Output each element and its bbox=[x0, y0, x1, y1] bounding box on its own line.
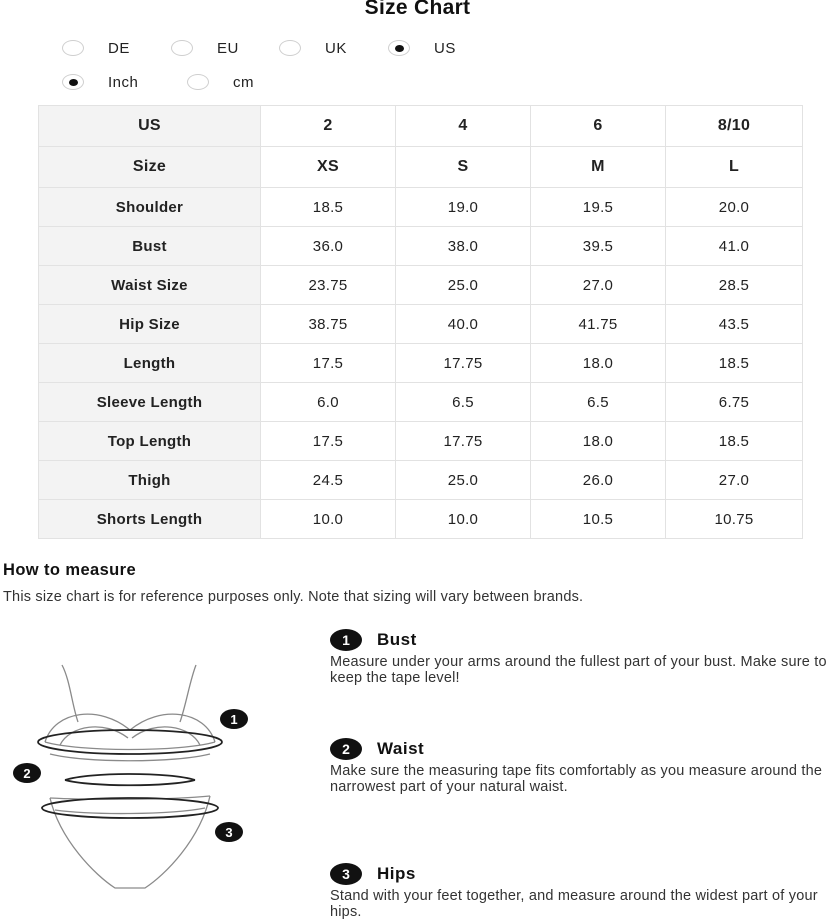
table-cell: 27.0 bbox=[531, 266, 666, 305]
table-row bbox=[39, 147, 803, 188]
step-number: 1 bbox=[330, 629, 362, 651]
table-cell: 38.75 bbox=[261, 305, 396, 344]
table-row bbox=[39, 266, 803, 305]
table-cell: XS bbox=[261, 147, 396, 188]
step-hips bbox=[330, 863, 835, 920]
radio-label: UK bbox=[325, 39, 347, 57]
table-cell: 38.0 bbox=[396, 227, 531, 266]
table-cell: S bbox=[396, 147, 531, 188]
row-header: Shorts Length bbox=[39, 500, 261, 539]
table-cell: 26.0 bbox=[531, 461, 666, 500]
table-row bbox=[39, 344, 803, 383]
radio-indicator[interactable] bbox=[171, 40, 193, 56]
row-header: Bust bbox=[39, 227, 261, 266]
step-waist bbox=[330, 738, 835, 795]
row-header: Waist Size bbox=[39, 266, 261, 305]
radio-label: cm bbox=[233, 73, 254, 91]
table-cell: 6.0 bbox=[261, 383, 396, 422]
marker-1: 1 bbox=[220, 709, 248, 729]
table-cell: 2 bbox=[261, 106, 396, 147]
table-cell: 20.0 bbox=[666, 188, 803, 227]
radio-eu[interactable] bbox=[171, 40, 279, 57]
table-cell: 43.5 bbox=[666, 305, 803, 344]
row-header: Top Length bbox=[39, 422, 261, 461]
table-row bbox=[39, 305, 803, 344]
table-row bbox=[39, 227, 803, 266]
region-selector bbox=[62, 36, 456, 60]
table-row bbox=[39, 461, 803, 500]
table-cell: 17.75 bbox=[396, 344, 531, 383]
row-header: Sleeve Length bbox=[39, 383, 261, 422]
table-cell: M bbox=[531, 147, 666, 188]
table-cell: 6.5 bbox=[396, 383, 531, 422]
table-cell: 18.5 bbox=[666, 422, 803, 461]
marker-3: 3 bbox=[215, 822, 243, 842]
table-cell: 25.0 bbox=[396, 266, 531, 305]
step-bust bbox=[330, 629, 835, 686]
radio-label: EU bbox=[217, 39, 239, 57]
radio-label: US bbox=[434, 39, 456, 57]
table-cell: 23.75 bbox=[261, 266, 396, 305]
how-to-measure-title: How to measure bbox=[3, 561, 137, 579]
step-description: Measure under your arms around the fullest part of your bust. Make sure to keep the tape level! bbox=[330, 654, 827, 686]
radio-indicator[interactable] bbox=[279, 40, 301, 56]
table-cell: 24.5 bbox=[261, 461, 396, 500]
table-cell: 18.5 bbox=[666, 344, 803, 383]
size-chart-table bbox=[38, 105, 803, 539]
table-cell: 17.75 bbox=[396, 422, 531, 461]
table-cell: 19.5 bbox=[531, 188, 666, 227]
table-cell: 36.0 bbox=[261, 227, 396, 266]
step-name: Hips bbox=[377, 864, 416, 883]
row-header: Size bbox=[39, 147, 261, 188]
row-header: Thigh bbox=[39, 461, 261, 500]
marker-2: 2 bbox=[13, 763, 41, 783]
table-cell: 39.5 bbox=[531, 227, 666, 266]
table-cell: 10.0 bbox=[261, 500, 396, 539]
bikini-illustration bbox=[0, 650, 260, 890]
table-cell: 6.5 bbox=[531, 383, 666, 422]
table-cell: 18.0 bbox=[531, 344, 666, 383]
radio-indicator[interactable] bbox=[62, 40, 84, 56]
disclaimer-text: This size chart is for reference purposes only. Note that sizing will vary between brands. bbox=[3, 589, 584, 605]
radio-label: DE bbox=[108, 39, 130, 57]
table-cell: 6.75 bbox=[666, 383, 803, 422]
table-cell: 6 bbox=[531, 106, 666, 147]
row-header: Hip Size bbox=[39, 305, 261, 344]
table-cell: 25.0 bbox=[396, 461, 531, 500]
table-cell: 41.75 bbox=[531, 305, 666, 344]
table-cell: 8/10 bbox=[666, 106, 803, 147]
table-row bbox=[39, 422, 803, 461]
radio-uk[interactable] bbox=[279, 40, 388, 57]
radio-indicator[interactable] bbox=[187, 74, 209, 90]
table-cell: 10.75 bbox=[666, 500, 803, 539]
step-description: Stand with your feet together, and measure around the widest part of your hips. bbox=[330, 888, 818, 920]
table-cell: 18.0 bbox=[531, 422, 666, 461]
step-description: Make sure the measuring tape fits comfortably as you measure around the narrowest part of your natural waist. bbox=[330, 763, 823, 795]
radio-inch[interactable] bbox=[62, 74, 187, 91]
table-cell: 10.5 bbox=[531, 500, 666, 539]
table-cell: 4 bbox=[396, 106, 531, 147]
table-cell: 19.0 bbox=[396, 188, 531, 227]
table-cell: 10.0 bbox=[396, 500, 531, 539]
radio-cm[interactable] bbox=[187, 74, 254, 91]
radio-indicator[interactable] bbox=[388, 40, 410, 56]
table-cell: 28.5 bbox=[666, 266, 803, 305]
table-row bbox=[39, 188, 803, 227]
radio-us[interactable] bbox=[388, 40, 456, 57]
table-cell: 40.0 bbox=[396, 305, 531, 344]
unit-selector bbox=[62, 70, 254, 94]
table-cell: 17.5 bbox=[261, 344, 396, 383]
step-number: 2 bbox=[330, 738, 362, 760]
page-title: Size Chart bbox=[364, 0, 471, 19]
row-header: Shoulder bbox=[39, 188, 261, 227]
step-name: Waist bbox=[377, 739, 425, 758]
table-cell: 17.5 bbox=[261, 422, 396, 461]
table-cell: L bbox=[666, 147, 803, 188]
radio-de[interactable] bbox=[62, 40, 171, 57]
radio-label: Inch bbox=[108, 73, 139, 91]
table-row bbox=[39, 383, 803, 422]
table-row bbox=[39, 500, 803, 539]
table-cell: 27.0 bbox=[666, 461, 803, 500]
step-number: 3 bbox=[330, 863, 362, 885]
row-header: US bbox=[39, 106, 261, 147]
table-cell: 41.0 bbox=[666, 227, 803, 266]
step-name: Bust bbox=[377, 630, 417, 649]
radio-indicator[interactable] bbox=[62, 74, 84, 90]
table-cell: 18.5 bbox=[261, 188, 396, 227]
row-header: Length bbox=[39, 344, 261, 383]
table-row bbox=[39, 106, 803, 147]
